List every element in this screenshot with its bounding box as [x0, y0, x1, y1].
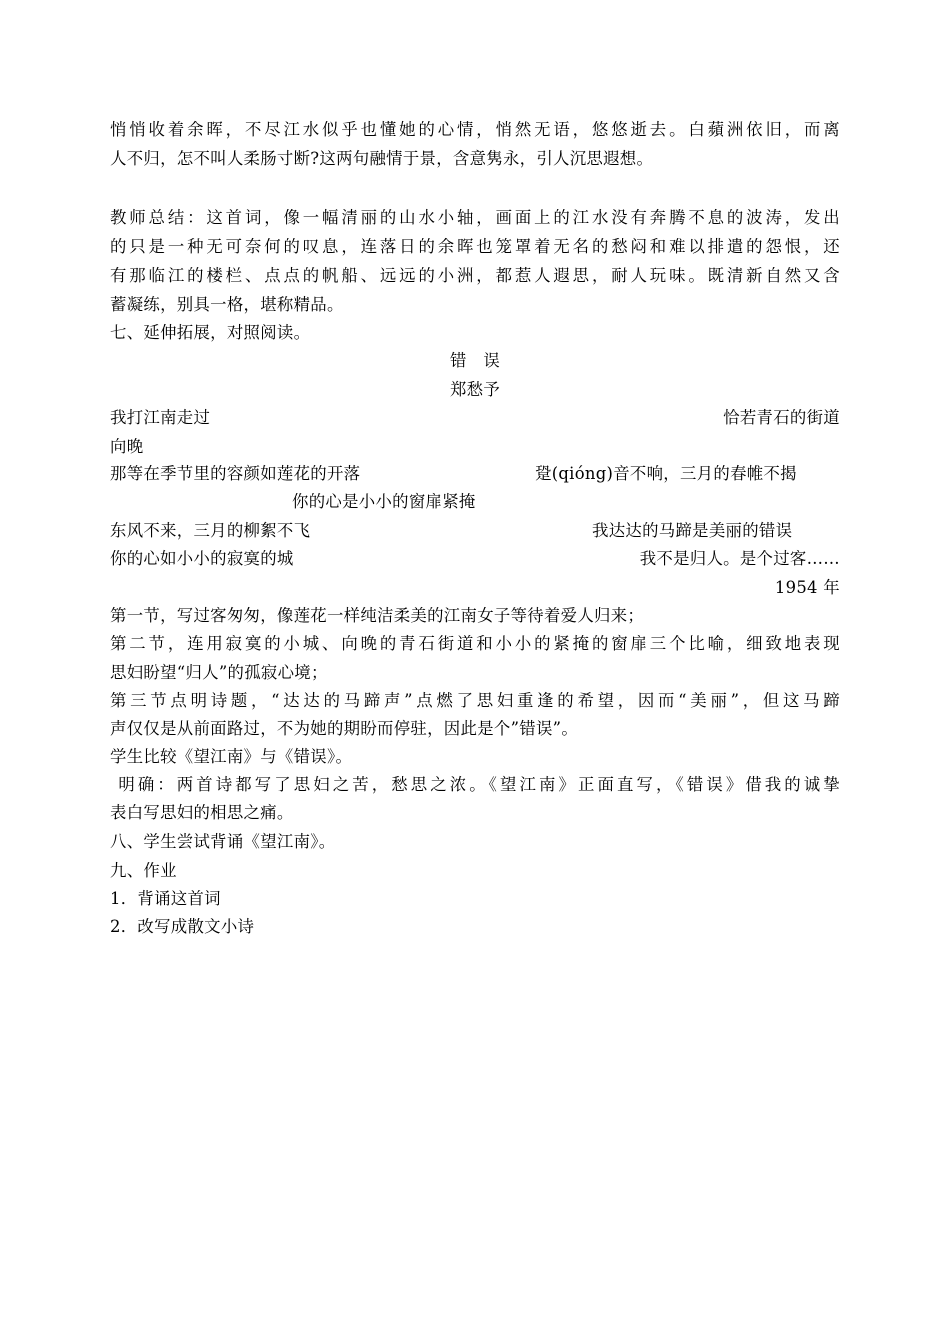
- summary-line: 有那临江的楼栏、点点的帆船、远远的小洲，都惹人遐思，耐人玩味。既清新自然又含: [110, 266, 840, 285]
- poem-line: 那等在季节里的容颜如莲花的开落: [110, 464, 361, 483]
- section-heading: 七、延伸拓展，对照阅读。: [110, 323, 311, 342]
- poem-line: 我打江南走过: [110, 408, 211, 427]
- analysis-line: 第一节，写过客匆匆，像莲花一样纯洁柔美的江南女子等待着爱人归来；: [110, 606, 645, 625]
- analysis-line: 第二节，连用寂寞的小城、向晚的青石街道和小小的紧掩的窗扉三个比喻，细致地表现: [110, 634, 840, 653]
- poem-title: 错 误: [449, 351, 501, 370]
- paragraph-line: 人不归，怎不叫人柔肠寸断?这两句融情于景，含意隽永，引人沉思遐想。: [110, 149, 654, 168]
- analysis-line: 思妇盼望“归人”的孤寂心境；: [110, 663, 328, 682]
- analysis-line: 声仅仅是从前面路过，不为她的期盼而停驻，因此是个”错误”。: [110, 719, 579, 738]
- poem-line: 你的心是小小的窗扉紧掩: [292, 492, 476, 511]
- poem-line: 你的心如小小的寂寞的城: [110, 549, 294, 568]
- poem-line: 我不是归人。是个过客……: [639, 549, 840, 568]
- poem-line: 东风不来，三月的柳絮不飞: [110, 521, 311, 540]
- poem-line: 我达达的马蹄是美丽的错误: [592, 521, 793, 540]
- compare-line: 学生比较《望江南》与《错误》。: [110, 747, 353, 766]
- poem-line: 跫(qióng)音不响，三月的春帷不揭: [535, 464, 797, 483]
- homework-item: 1．背诵这首词: [110, 889, 221, 908]
- poem-author: 郑愁予: [449, 380, 501, 399]
- clarify-line: 明确：两首诗都写了思妇之苦，愁思之浓。《望江南》正面直写，《错误》借我的诚挚: [110, 775, 840, 794]
- section-heading: 九、作业: [110, 861, 177, 880]
- poem-year: 1954 年: [774, 578, 840, 597]
- section-heading: 八、学生尝试背诵《望江南》。: [110, 832, 336, 851]
- paragraph-line: 悄悄收着余晖，不尽江水似乎也懂她的心情，悄然无语，悠悠逝去。白蘋洲依旧，而离: [110, 120, 840, 139]
- analysis-line: 第三节点明诗题，“达达的马蹄声”点燃了思妇重逢的希望，因而“美丽”，但这马蹄: [110, 691, 840, 710]
- clarify-line: 表白写思妇的相思之痛。: [110, 803, 294, 822]
- summary-line: 蓄凝练，别具一格，堪称精品。: [110, 295, 344, 314]
- homework-item: 2．改写成散文小诗: [110, 917, 255, 936]
- summary-line: 的只是一种无可奈何的叹息，连落日的余晖也笼罩着无名的愁闷和难以排遣的怨恨，还: [110, 237, 840, 256]
- summary-line: 教师总结：这首词，像一幅清丽的山水小轴，画面上的江水没有奔腾不息的波涛，发出: [110, 208, 840, 227]
- poem-line: 向晚: [110, 437, 144, 456]
- poem-line: 恰若青石的街道: [723, 408, 840, 427]
